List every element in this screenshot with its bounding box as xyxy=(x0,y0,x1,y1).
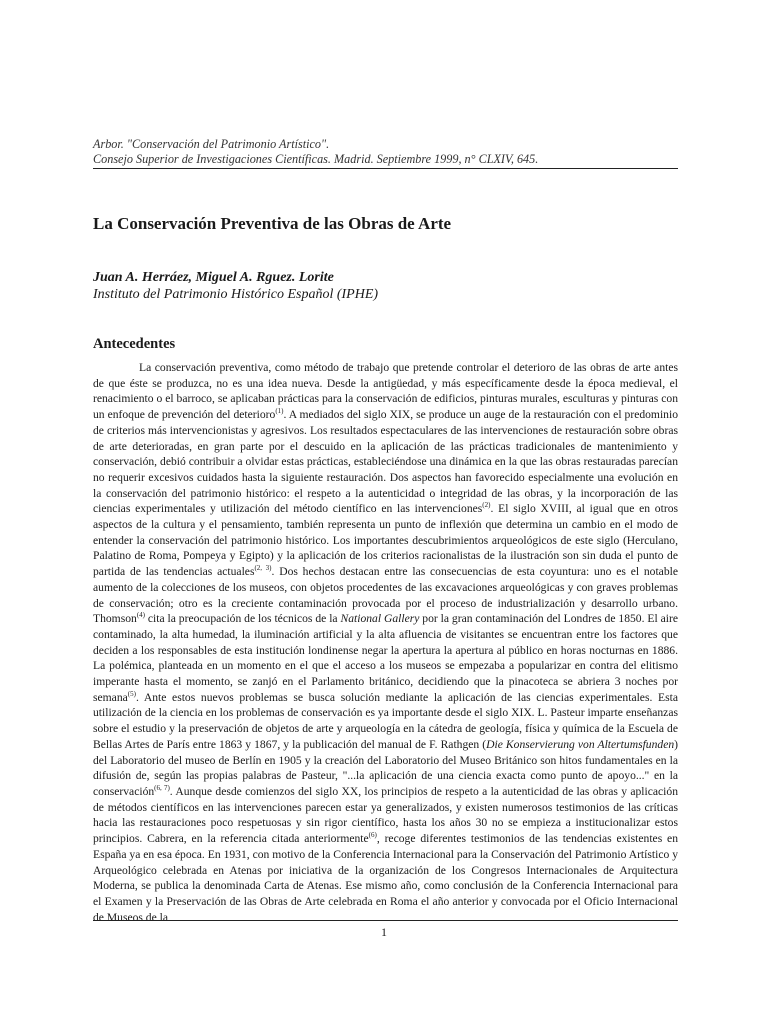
article-title: La Conservación Preventiva de las Obras de Arte xyxy=(93,214,452,233)
footnote-ref: (5) xyxy=(127,689,136,698)
footer-rule xyxy=(93,920,678,921)
body-text-run: . Dos hechos destacan entre las consecuencias de esta coyuntura: uno es el notable aumento de la colecciones de los museos, con objetos procedentes de las excavaciones arqueológicas y con graves problemas de conservación; otro es la creciente contaminación provocada por el proceso de industrialización y desarrollo urbano. Thomson xyxy=(93,565,678,626)
footnote-ref: (6, 7) xyxy=(154,784,170,793)
body-text-run: , recoge diferentes testimonios de las tendencias existentes en España ya en esa época. En 1931, con motivo de la Conferencia Internacional para la Conservación del Patrimonio Artístico y Arqueológico celebrada en Atenas por iniciativa de la organización de los Congresos Internacionales de Arquitectura Moderna, se publica la denominada Carta de Atenas. Ese mismo año, como conclusión de la Conferencia Internacional para el Examen y la Preservación de las Obras de Arte celebrada en Roma el año anterior y convocada por el Oficio Internacional de Museos de la xyxy=(93,832,678,924)
body-text-run: . Aunque desde comienzos del siglo XX, los principios de respeto a la autenticidad de las obras y aplicación de métodos científicos en las intervenciones parecen estar ya generalizados, y existen numerosos testimonios de las críticas hacia las restauraciones poco respetuosas y sin rigor científico, hasta los años 30 no se empieza a institucionalizar estos principios. Cabrera, en la referencia citada anteriormente xyxy=(93,784,678,846)
body-paragraph xyxy=(93,360,678,925)
body-text-run: cita la preocupación de los técnicos de la xyxy=(144,612,341,626)
running-header xyxy=(93,137,678,167)
body-text-run: . A mediados del siglo XIX, se produce un auge de la restauración con el predominio de criterios más intervencionistas y agresivos. Los resultados espectaculares de las intervenciones de restauración sobre obras de arte deterioradas, en gran parte por el descuido en la aplicación de las prácticas tradicionales de mantenimiento y conservación, debió contribuir a olvidar estas prácticas, estableciéndose una dinámica en la que las obras restauradas parecían no requerir excesivos cuidados hasta la siguiente restauración. Dos aspectos han favorecido especialmente una evolución en la conservación del patrimonio histórico: el respeto a la autenticidad o integridad de las obras, y la incorporación de las ciencias experimentales y utilización del método científico en las intervenciones xyxy=(93,408,678,516)
body-text-run: . Ante estos nuevos problemas se busca solución mediante la aplicación de las ciencias experimentales. Esta utilización de la ciencia en los problemas de conservación es ya importante desde el siglo XIX. L. Pasteur imparte enseñanzas sobre el estudio y la preservación de objetos de arte y arqueología en la cátedra de geología, física y química de la Escuela de Bellas Artes de París entre 1863 y 1867, y la publicación del manual de F. Rathgen ( xyxy=(93,690,678,751)
header-rule xyxy=(93,168,678,169)
body-text-run: La conservación preventiva, como método de trabajo que pretende controlar el deterioro de las obras de arte antes de que éste se produzca, no es una idea nueva. Desde la antigüedad, y más específicamente desde la época medieval, el renacimiento o el barroco, se aplicaban prácticas para la conservación de edificios, pinturas murales, esculturas y pinturas con un enfoque de prevención del deterioro xyxy=(93,361,678,422)
italic-term: National Gallery xyxy=(340,612,420,626)
footnote-ref: (6) xyxy=(368,831,377,840)
footnote-ref: (4) xyxy=(136,611,145,620)
footnote-ref: (2, 3) xyxy=(254,564,272,573)
article-authors: Juan A. Herráez, Miguel A. Rguez. Lorite xyxy=(93,270,334,285)
body-text-run: ) del Laboratorio del museo de Berlín en 1905 y la creación del Laboratorio del Museo Británico son hitos fundamentales en la difusión de, según las propias palabras de Pasteur, "...la aplicación de una ciencia exacta como punto de apoyo..." en la conservación xyxy=(93,737,679,798)
body-text-run: por la gran contaminación del Londres de 1850. El aire contaminado, la alta humedad, la iluminación artificial y la alta afluencia de visitantes se encuentran entre los factores que deciden a los responsables de esta institución londinense negar la apertura la apertura al público en horas nocturnas en 1886. La polémica, planteada en un momento en el que el acceso a los museos se empezaba a popularizar en contra del elitismo imperante hasta el momento, se zanjó en el Parlamento británico, decidiendo que la pinacoteca se abriera 3 noches por semana xyxy=(93,612,678,704)
header-line-2: Consejo Superior de Investigaciones Científicas. Madrid. Septiembre 1999, n° CLXIV, 645. xyxy=(93,152,539,166)
author-institution: Instituto del Patrimonio Histórico Español (IPHE) xyxy=(93,287,379,302)
italic-term: Die Konservierung von Altertumsfunden xyxy=(486,737,675,751)
body-text-run: . El siglo XVIII, al igual que en otros aspectos de la cultura y el pensamiento, también representa un punto de inflexión que determina un cambio en el modo de entender la conservación del patrimonio histórico. Los importantes descubrimientos arqueológicos de este siglo (Herculano, Palatino de Roma, Pompeya y Egipto) y la aplicación de los criterios racionalistas de la ilustración son sin duda el punto de partida de las tendencias actuales xyxy=(93,502,678,579)
section-heading: Antecedentes xyxy=(93,336,176,352)
page-number: 1 xyxy=(381,925,387,939)
footnote-ref: (1) xyxy=(275,407,284,416)
header-line-1: Arbor. "Conservación del Patrimonio Artístico". xyxy=(93,137,330,151)
footnote-ref: (2) xyxy=(482,501,491,510)
